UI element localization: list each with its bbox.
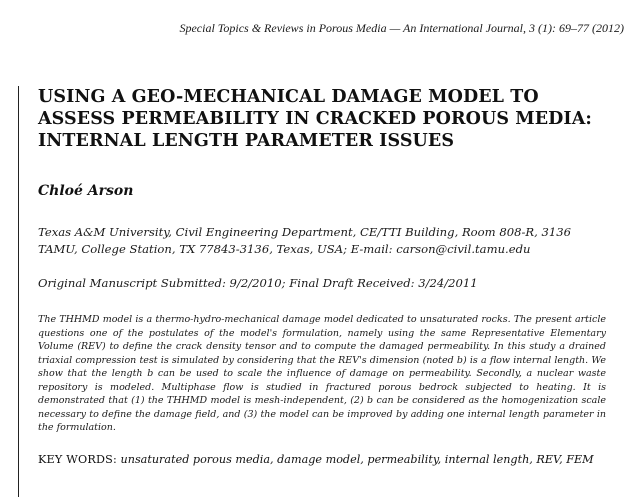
journal-citation: , 3 (1): 69–77 (2012)	[523, 21, 624, 35]
article-title: USING A GEO-MECHANICAL DAMAGE MODEL TO ASSESS PERMEABILITY IN CRACKED POROUS MEDIA: INTERNAL LENGTH PARAMETER ISSUES	[38, 87, 592, 151]
abstract: The THHMD model is a thermo-hydro-mechanical damage model dedicated to unsaturated rocks. The present article questions one of the postulates of the model's formulation, namely using the same Representative Elementary Volume (REV) to define the crack density tensor and to compute the damaged permeability. In this study a drained triaxial compression test is simulated by considering that the REV's dimension (noted b) is a flow internal length. We show that the length b can be used to scale the influence of damage on permeability. Secondly, a nuclear waste repository is modeled. Multiphase flow is studied in fractured porous bedrock subjected to heating. It is demonstrated that (1) the THHMD model is mesh-independent, (2) b can be considered as the homogenization scale necessary to define the damage field, and (3) the model can be improved by adding one internal length parameter in the formulation.	[38, 314, 606, 433]
keywords-label: KEY WORDS:	[38, 452, 117, 466]
journal-name: Special Topics & Reviews in Porous Media — An International Journal	[179, 21, 524, 35]
manuscript-dates: Original Manuscript Submitted: 9/2/2010; Final Draft Received: 3/24/2011	[38, 276, 478, 290]
author-name: Chloé Arson	[38, 183, 134, 199]
journal-header	[100, 21, 624, 35]
keywords-list: unsaturated porous media, damage model, permeability, internal length, REV, FEM	[120, 452, 594, 466]
author-affiliation: Texas A&M University, Civil Engineering Department, CE/TTI Building, Room 808-R, 3136 TAMU, College Station, TX 77843-3136, Texas, USA; E-mail: carson@civil.tamu.edu	[38, 225, 571, 256]
margin-rule	[18, 86, 19, 497]
article-front-matter	[38, 86, 608, 467]
keywords	[38, 452, 608, 467]
